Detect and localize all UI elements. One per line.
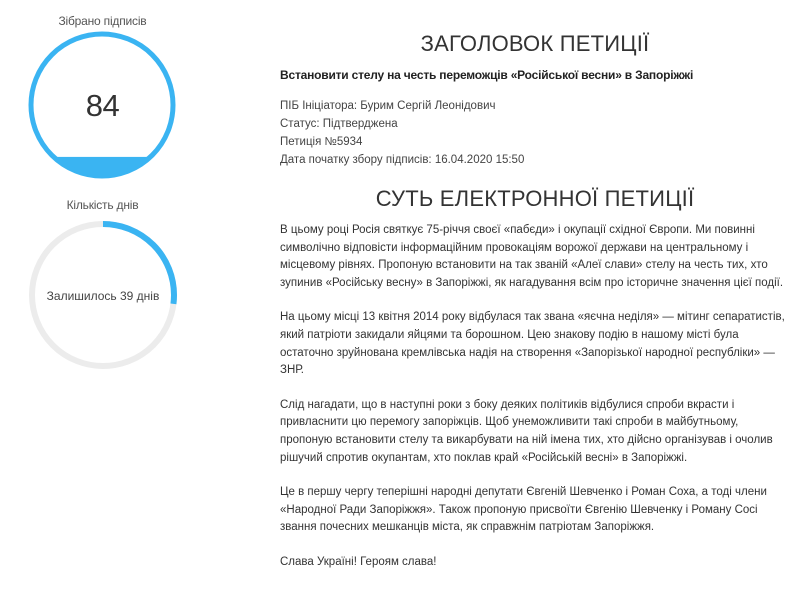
body-paragraph: Слава Україні! Героям слава! [280, 555, 437, 568]
petition-subject: Встановити стелу на честь переможців «Російської весни» в Запоріжжі [280, 68, 694, 82]
body-paragraph: Слід нагадати, що в наступні роки з боку деяких політиків відбулися спроби вкрасти і привласнити цю перемогу запоріжців. Щоб унеможливити такі спроби в майбутньому, пропоную встановити стелу та викарбувати на ній імена тих, хто дійсно організував і очолив рішучий спротив окупантам, хто поклав край «Російській весні» в Запоріжжі. [280, 398, 773, 464]
petition-header-title: ЗАГОЛОВОК ПЕТИЦІЇ [420, 31, 650, 56]
body-paragraph: В цьому році Росія святкує 75-річчя своєї «пабєди» і окупації східної Європи. Ми повинні символічно відповісти інформаційним провокаціям ворожої держави на центральному і місцевому рівнях. Пропоную встановити на так званій «Алеї слави» стелу на честь тих, хто зупинив «Російську весну» в Запоріжжі, як нагадування всім про історичне значення цієї події. [280, 224, 784, 289]
essence-title: СУТЬ ЕЛЕКТРОННОЇ ПЕТИЦІЇ [375, 186, 695, 211]
signatures-count: 84 [85, 88, 120, 123]
status-line: Статус: Підтверджена [280, 118, 398, 130]
signatures-fill [27, 157, 177, 176]
petition-body [280, 222, 790, 589]
days-label: Кількість днів [66, 198, 139, 212]
petition-number: Петиція №5934 [280, 136, 363, 148]
body-paragraph: На цьому місці 13 квітня 2014 року відбулася так звана «яєчна неділя» — мітинг сепаратистів, який патріоти закидали яйцями та борошном. Цею знакову подію в нашому місті була остаточно зруйнована кремлівська надія на створення «Запорізької народної республіки» — ЗНР. [280, 311, 785, 377]
days-remaining: Залишилось 39 днів [46, 289, 160, 303]
start-date: Дата початку збору підписів: 16.04.2020 15:50 [280, 154, 525, 166]
petition-meta [280, 97, 790, 169]
body-paragraph: Це в першу чергу теперішні народні депутати Євгеній Шевченко і Роман Соха, а тоді члени «Народної Ради Запоріжжя». Також пропоную присвоїти Євгенію Шевченку і Роману Сосі звання почесних мешканців міста, як справжнім патріотам Запоріжжя. [280, 486, 767, 534]
petition-stats-sidebar [0, 0, 210, 589]
signatures-label: Зібрано підписів [58, 14, 147, 28]
initiator-line: ПІБ Ініціатора: Бурим Сергій Леонідович [280, 100, 496, 112]
